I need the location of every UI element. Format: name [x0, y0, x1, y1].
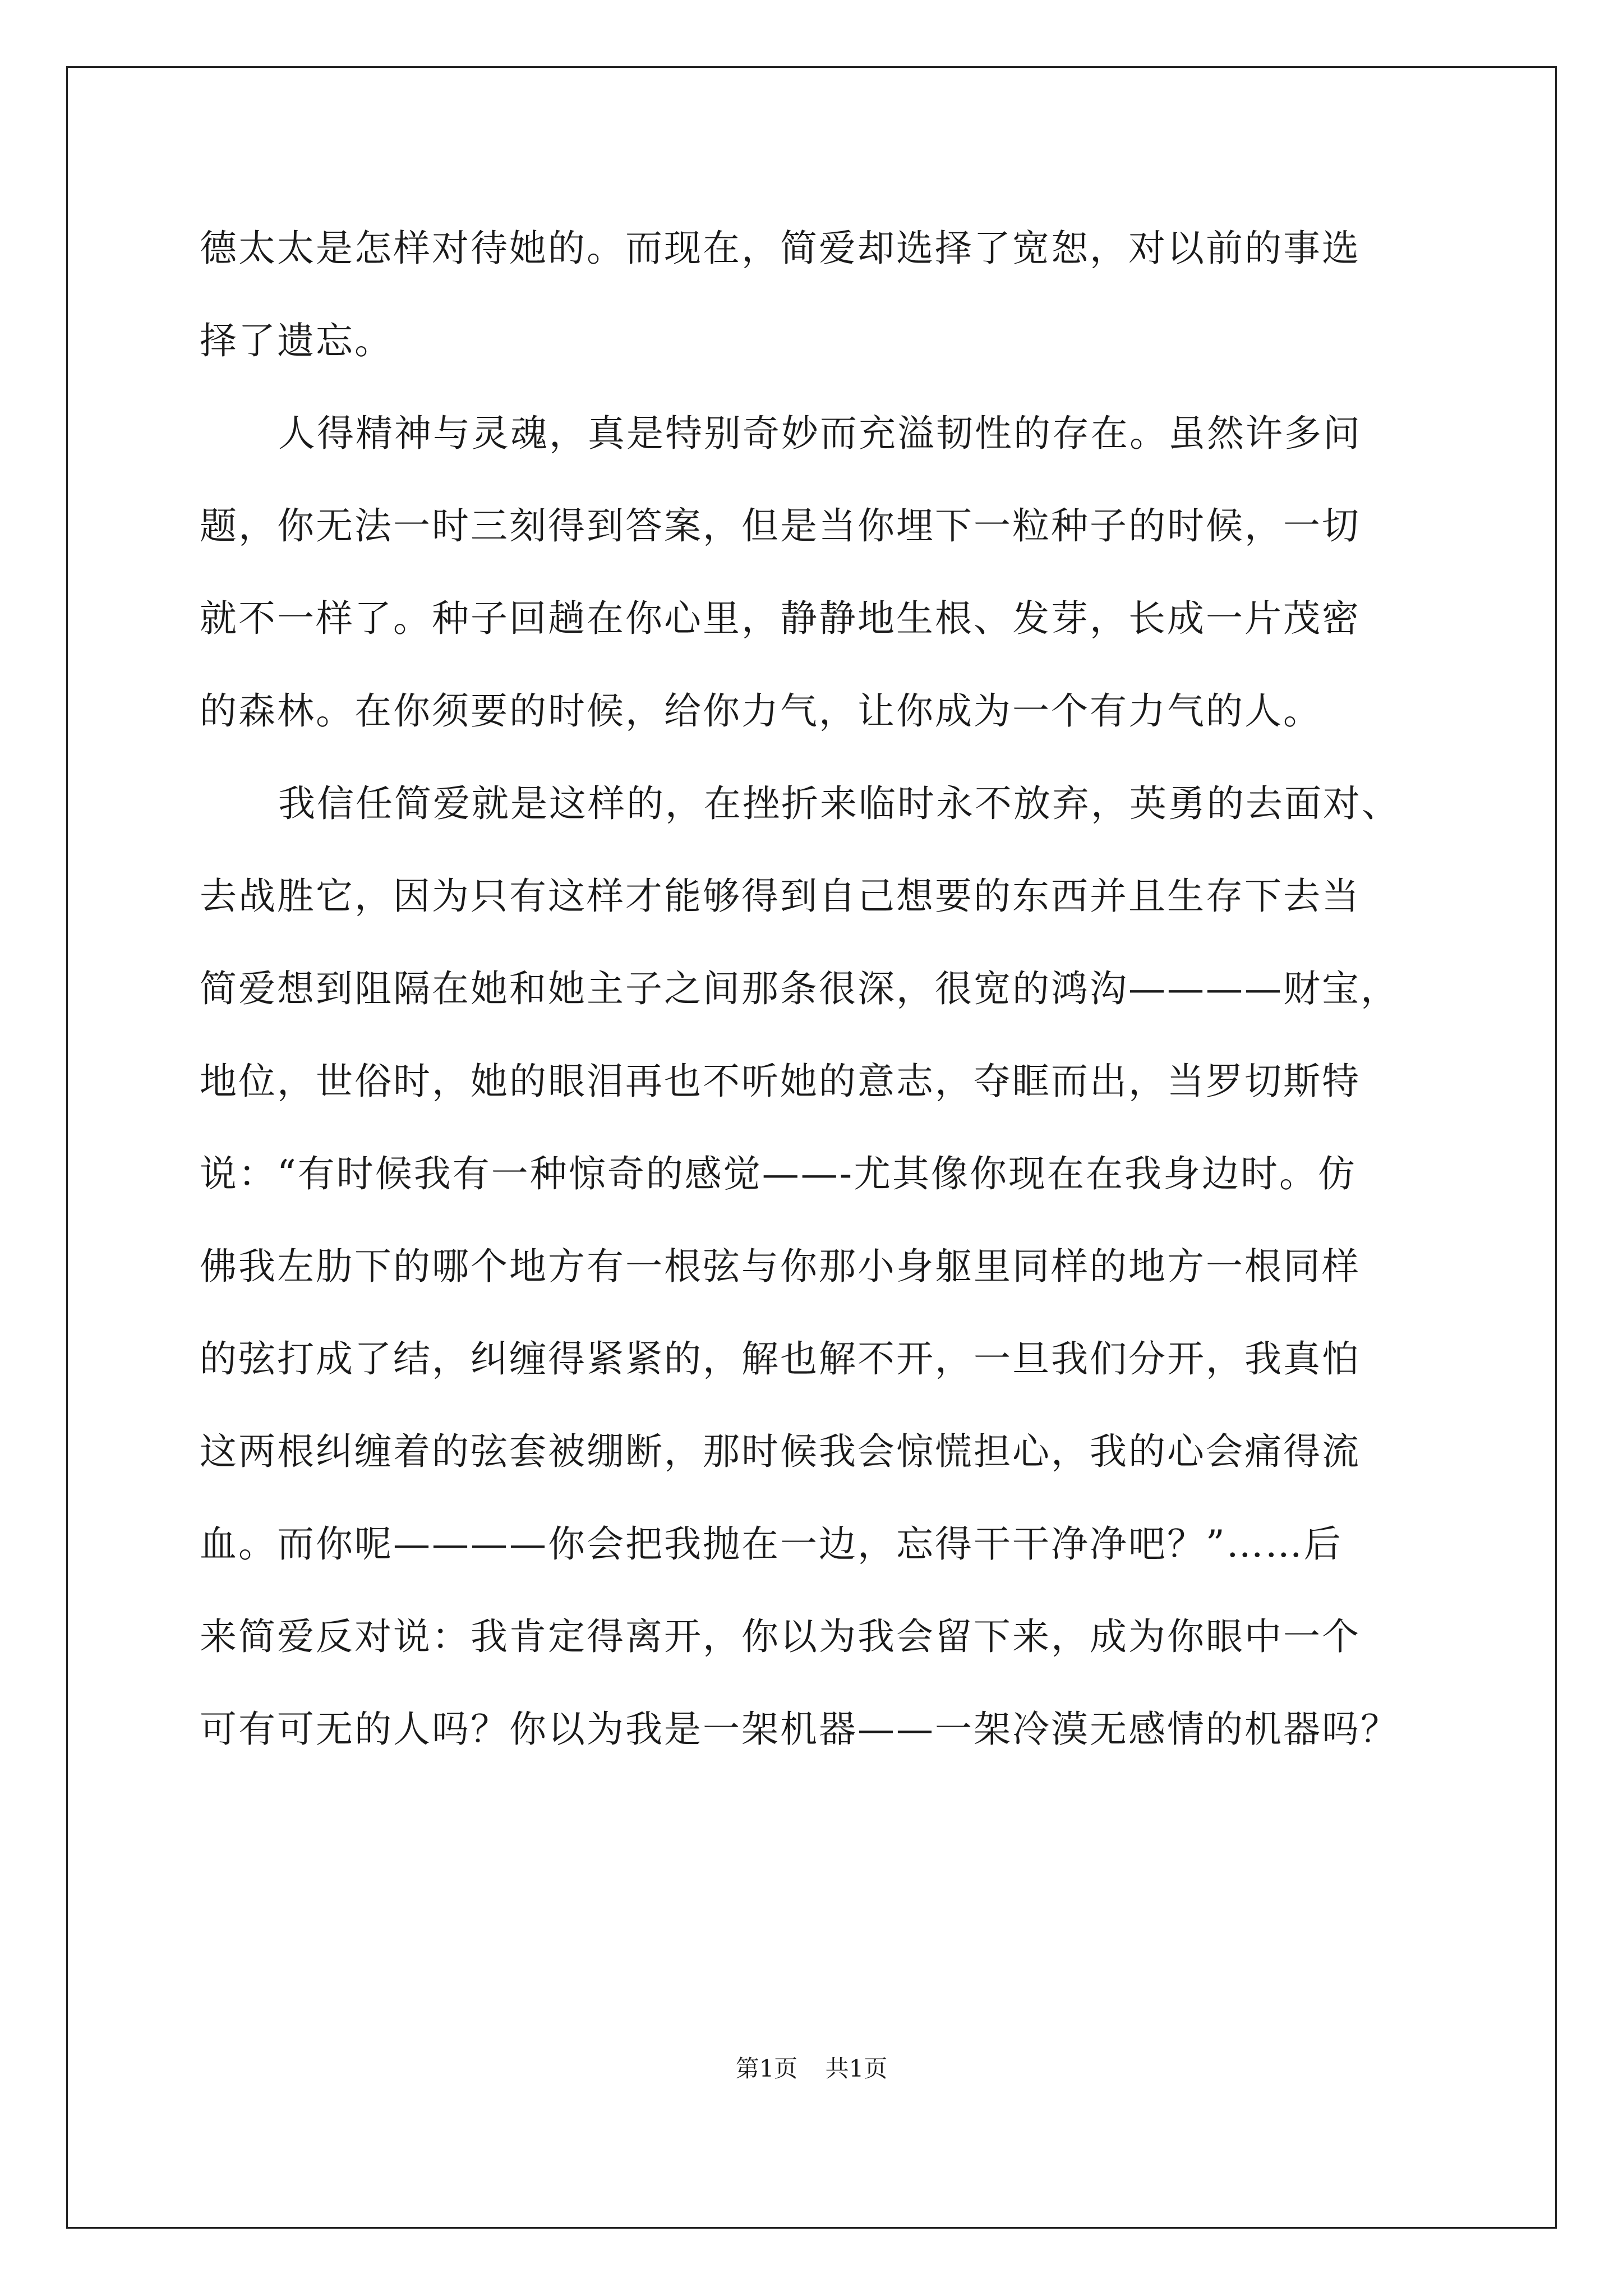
text-line: 去战胜它，因为只有这样才能够得到自己想要的东西并且生存下去当: [200, 875, 1361, 918]
text-line: 佛我左肋下的哪个地方有一根弦与你那小身躯里同样的地方一根同样: [200, 1245, 1361, 1288]
text-line: 就不一样了。种子回趟在你心里，静静地生根、发芽，长成一片茂密: [200, 597, 1361, 640]
text-line: 题，你无法一时三刻得到答案，但是当你埋下一粒种子的时候，一切: [200, 504, 1361, 547]
text-line: 说：“有时候我有一种惊奇的感觉——-尤其像你现在在我身边时。仿: [200, 1152, 1357, 1195]
text-line: 的森林。在你须要的时候，给你力气，让你成为一个有力气的人。: [200, 689, 1322, 733]
paragraph-start-line: 我信任简爱就是这样的，在挫折来临时永不放弃，英勇的去面对、: [278, 782, 1400, 825]
page-footer: [0, 2050, 1623, 2084]
text-line: 血。而你呢————你会把我抛在一边，忘得干干净净吧？”……后: [200, 1522, 1343, 1566]
text-line: 可有可无的人吗？你以为我是一架机器——一架冷漠无感情的机器吗？: [200, 1708, 1399, 1751]
text-line: 简爱想到阻隔在她和她主子之间那条很深，很宽的鸿沟————财宝，: [200, 967, 1399, 1010]
paragraph-start-line: 人得精神与灵魂，真是特别奇妙而充溢韧性的存在。虽然许多问: [278, 412, 1362, 455]
document-body: [200, 202, 1433, 1775]
text-line: 这两根纠缠着的弦套被绷断，那时候我会惊慌担心，我的心会痛得流: [200, 1430, 1361, 1473]
text-line: 的弦打成了结，纠缠得紧紧的，解也解不开，一旦我们分开，我真怕: [200, 1337, 1361, 1381]
text-line: 择了遗忘。: [200, 319, 393, 362]
page-number-current: 第1页: [735, 2055, 798, 2082]
text-line: 德太太是怎样对待她的。而现在，简爱却选择了宽恕，对以前的事选: [200, 227, 1361, 270]
text-line: 来简爱反对说：我肯定得离开，你以为我会留下来，成为你眼中一个: [200, 1615, 1361, 1658]
text-line: 地位，世俗时，她的眼泪再也不听她的意志，夺眶而出，当罗切斯特: [200, 1060, 1361, 1103]
page-number-total: 共1页: [825, 2055, 888, 2082]
